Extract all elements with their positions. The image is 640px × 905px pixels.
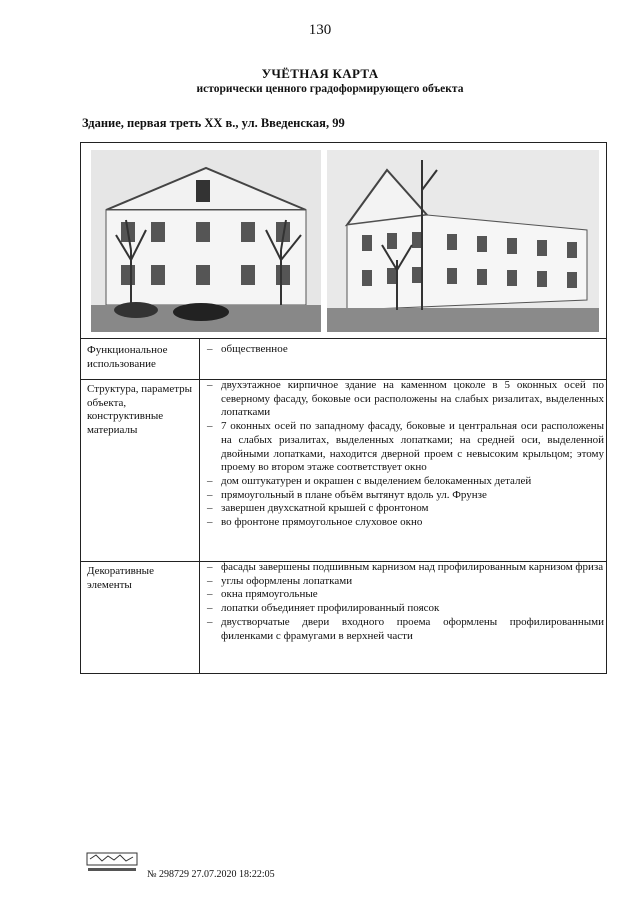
structure-label: Структура, параметры объекта, конструктивные материалы [87,383,193,436]
list-item: – дом оштукатурен и окрашен с выделением белокаменных деталей [207,474,532,487]
photo-row [81,143,606,339]
registration-card-table [80,142,607,674]
registration-stamp: № 298729 27.07.2020 18:22:05 [147,869,275,880]
page-number: 130 [308,22,332,38]
object-name: Здание, первая треть XX в., ул. Введенская, 99 [82,116,345,130]
list-item: – прямоугольный в плане объём вытянут вдоль ул. Фрунзе [207,488,487,501]
building-photo-icon [91,150,321,332]
building-photo-north [91,150,321,332]
document-subtitle: исторически ценного градоформирующего объекта [196,83,464,95]
list-item: – углы оформлены лопатками [207,574,353,587]
functional-use-value [207,343,604,357]
building-photo-west [327,150,599,332]
list-item: – двустворчатые двери входного проема оформлены профилированными филенками с фрамугами в верхней части [207,615,604,642]
list-item: – окна прямоугольные [207,588,318,601]
list-item: – фасады завершены подшивным карнизом над профилированным карнизом фриза [207,561,604,573]
list-item: – завершен двухскатной крышей с фронтоном [207,502,429,515]
seal-logo-icon [86,849,138,873]
list-item: – лопатки объединяет профилированный поясок [207,602,440,615]
decor-value [207,561,604,643]
column-divider [199,338,200,674]
list-item: – общественное [207,343,288,355]
building-photo-icon [327,150,599,332]
list-item: – двухэтажное кирпичное здание на каменном цоколе в 5 оконных осей по северному фасаду, боковые оси расположены на слабых ризалитах, выделенных лопатками [207,379,604,419]
structure-value [207,379,604,530]
list-item: – во фронтоне прямоугольное слуховое окно [207,516,423,529]
document-title: УЧЁТНАЯ КАРТА [261,66,379,81]
decor-label: Декоративные элементы [87,565,154,591]
functional-use-label: Функциональное использование [87,344,168,370]
list-item: – 7 оконных осей по западному фасаду, боковые и центральная оси расположены на слабых ризалитах, выделенных лопатками; на средней оси, выделенной двойными лопатками, находится дверной проем с невысоким крыльцом; этому проему во втором этаже соответствует окно [207,420,604,474]
